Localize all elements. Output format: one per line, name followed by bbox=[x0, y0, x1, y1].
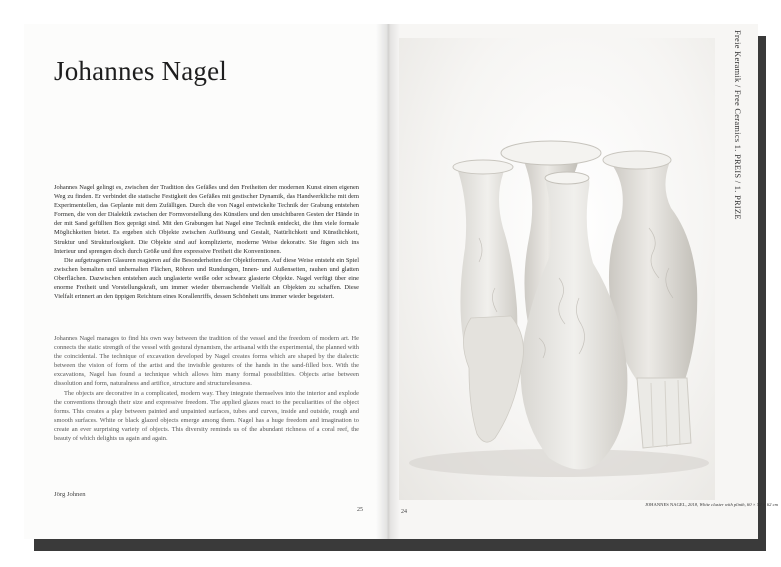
artist-title: Johannes Nagel bbox=[54, 56, 228, 86]
english-text bbox=[54, 334, 359, 443]
german-text bbox=[54, 183, 359, 301]
german-paragraph-1: Johannes Nagel gelingt es, zwischen der Tradition des Gefäßes und den Freiheiten der modernen Kunst einen eigenen Weg zu finden. Er verbindet die statische Festigkeit des Gefäßes mit gestischer Dynamik, das Handwerkliche mit dem Experimentellen, das Geplante mit dem Zufälligen. Durch die von Nagel entwickelte Technik der Grabung entstehen Formen, die von der Dialektik zwischen der Formvorstellung des Künstlers und den unsichtbaren Gesten der Hände in der mit Sand gefüllten Box geprägt sind. Mit den Grabungen hat Nagel eine Technik entdeckt, die ihm viele formale Möglichkeiten bietet. Es ergeben sich Objekte zwischen Auflösung und Gestalt, Natürlichkeit und Künstlichkeit, Struktur und Strukturlosigkeit. Die Objekte sind auf komplizierte, moderne Weise dekorativ. Sie fügen sich ins Interieur und sprengen doch durch Größe und ihre expressive Freiheit die Konventionen. bbox=[54, 184, 359, 255]
author-name: Jörg Johnen bbox=[54, 491, 86, 498]
page-number-right: 24 bbox=[401, 509, 407, 515]
vertical-heading-text: Freie Keramik / Free Ceramics 1. PREIS / 1. PRIZE bbox=[733, 30, 742, 220]
vessel-front-center-rim bbox=[545, 172, 589, 184]
book-gutter bbox=[376, 24, 400, 539]
caption-artist: JOHANNES NAGEL bbox=[645, 502, 686, 507]
vessel-left-rim bbox=[453, 160, 513, 174]
vertical-heading bbox=[732, 30, 746, 260]
photo-caption bbox=[584, 502, 778, 507]
vessel-center-back-rim bbox=[501, 141, 601, 165]
vessel-back-right-rim bbox=[603, 151, 671, 169]
english-paragraph-2: The objects are decorative in a complicated, modern way. They integrate themselves into the interior and explode the conventions through their size and expressive freedom. The applied glazes react to the peculiarities of the object forms. This creates a play between painted and unpainted surfaces, tubes and curves, inside and outside, rough and smooth surfaces. White or black glazed objects emerge among them. Nagel has a huge freedom and imagination to create an ever surprising variety of objects. This diversity reminds us of the abundant richness of a coral reef, the beauty of which delights us again and again. bbox=[54, 389, 359, 443]
page-number-left: 25 bbox=[357, 507, 363, 513]
caption-details: , 2018, White cluster with plinth, 60 × 52 × 62 cm bbox=[685, 502, 778, 507]
german-paragraph-2: Die aufgetragenen Glasuren reagieren auf die Besonderheiten der Objektformen. Auf diese Weise entsteht ein Spiel zwischen bemalten und unbemalten Flächen, Röhren und Rundungen, Innen- und Außenseiten, rauhen und glatten Oberflächen. Dazwischen entstehen auch unglasierte weiße oder schwarz glasierte Objekte. Nagel verfügt über eine enorme Freiheit und Vorstellungskraft, um immer wieder überraschende Vielfalt an Objekten zu schaffen. Diese Vielfalt erinnert an den üppigen Reichtum eines Korallenriffs, dessen Schönheit uns immer wieder begeistert. bbox=[54, 256, 359, 301]
english-paragraph-1: Johannes Nagel manages to find his own way between the tradition of the vessel and the freedom of modern art. He connects the static strength of the vessel with gestural dynamism, the artisanal with the experimental, the planned with the coincidental. The technique of excavation developed by Nagel creates forms which are shaped by the dialectic between the vision of form of the artist and the invisible gestures of the hands in the sand-filled box. With the excavations, Nagel has found a technique which allows him many formal possibilities. Objects arise between dissolution and form, naturalness and artifice, structure and structurelessness. bbox=[54, 335, 359, 388]
ceramic-cluster-illustration bbox=[399, 38, 715, 500]
plinth bbox=[637, 378, 691, 448]
ceramic-photo bbox=[399, 38, 715, 500]
vessel-front-left-bulb bbox=[463, 316, 523, 442]
